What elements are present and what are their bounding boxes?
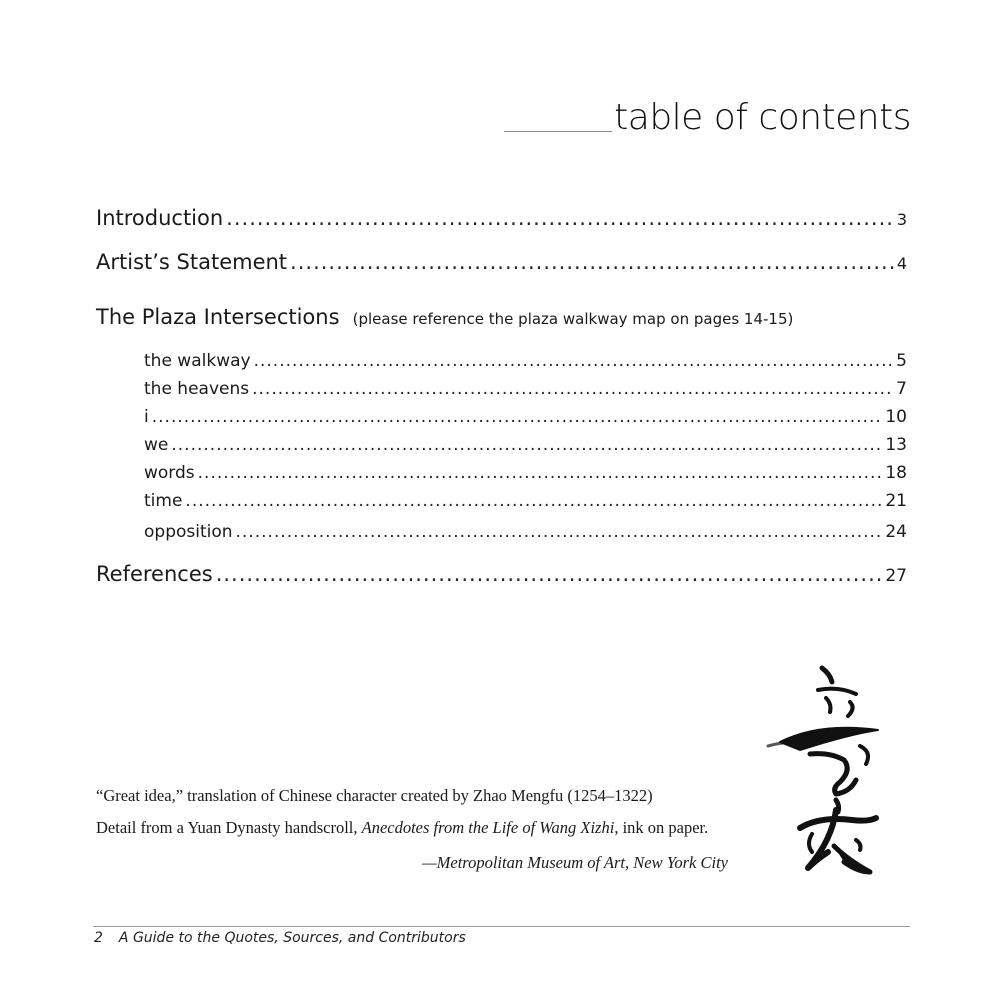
toc-page-number: 5: [896, 351, 907, 371]
toc-page-number: 24: [885, 522, 907, 542]
toc-page-number: 4: [896, 254, 907, 273]
toc-subentry-label: time: [144, 491, 183, 511]
dot-leader: [252, 379, 893, 399]
caption-text: , ink on paper.: [614, 818, 709, 837]
footer-title: A Guide to the Quotes, Sources, and Contributors: [118, 930, 466, 946]
footer-rule: [93, 926, 910, 927]
toc-subentry-i[interactable]: [144, 407, 907, 427]
toc-subentry-the-walkway[interactable]: [144, 351, 907, 371]
dot-leader: [152, 407, 883, 427]
dot-leader: [236, 522, 883, 542]
toc-page-number: 13: [885, 435, 907, 455]
footer-page-number: 2: [94, 930, 103, 946]
dot-leader: [290, 250, 894, 274]
toc-page-number: 7: [896, 379, 907, 399]
dot-leader: [216, 562, 883, 586]
toc-entry-label: References: [96, 562, 213, 586]
artwork-title: Anecdotes from the Life of Wang Xizhi: [361, 818, 615, 837]
dot-leader: [226, 206, 894, 230]
dot-leader: [254, 351, 894, 371]
toc-page-number: 21: [885, 491, 907, 511]
toc-entry-label: Introduction: [96, 206, 224, 230]
toc-subentry-we[interactable]: [144, 435, 907, 455]
toc-subentry-label: we: [144, 435, 169, 455]
dot-leader: [198, 463, 883, 483]
section-title: The Plaza Intersections: [96, 305, 340, 329]
toc-subentry-opposition[interactable]: [144, 522, 907, 542]
section-note: (please reference the plaza walkway map on pages 14-15): [352, 310, 794, 328]
caption-line-1: “Great idea,” translation of Chinese character created by Zhao Mengfu (1254–1322): [96, 786, 653, 805]
caption-line-2: [96, 818, 728, 838]
toc-subentry-label: the walkway: [144, 351, 251, 371]
toc-page-number: 10: [885, 407, 907, 427]
toc-subentry-label: i: [144, 407, 149, 427]
toc-entry-references[interactable]: [96, 562, 907, 586]
calligraphy-icon: [760, 660, 890, 890]
dot-leader: [185, 491, 882, 511]
toc-subentry-label: words: [144, 463, 195, 483]
toc-subentry-time[interactable]: [144, 491, 907, 511]
dot-leader: [171, 435, 882, 455]
toc-page-number: 3: [896, 210, 907, 229]
toc-page-number: 27: [885, 566, 907, 586]
caption-credit: —Metropolitan Museum of Art, New York City: [421, 853, 728, 872]
footer: [94, 930, 466, 946]
toc-entry-label: Artist’s Statement: [96, 250, 288, 274]
toc-section-heading: [96, 305, 793, 329]
toc-entry-artists-statement[interactable]: [96, 250, 907, 274]
toc-page-number: 18: [885, 463, 907, 483]
toc-subentry-words[interactable]: [144, 463, 907, 483]
page-title: table of contents: [612, 94, 911, 142]
caption-text: Detail from a Yuan Dynasty handscroll,: [96, 818, 362, 837]
toc-subentry-label: the heavens: [144, 379, 250, 399]
toc-subentry-the-heavens[interactable]: [144, 379, 907, 399]
toc-subentry-label: opposition: [144, 522, 233, 542]
toc-entry-introduction[interactable]: [96, 206, 907, 230]
